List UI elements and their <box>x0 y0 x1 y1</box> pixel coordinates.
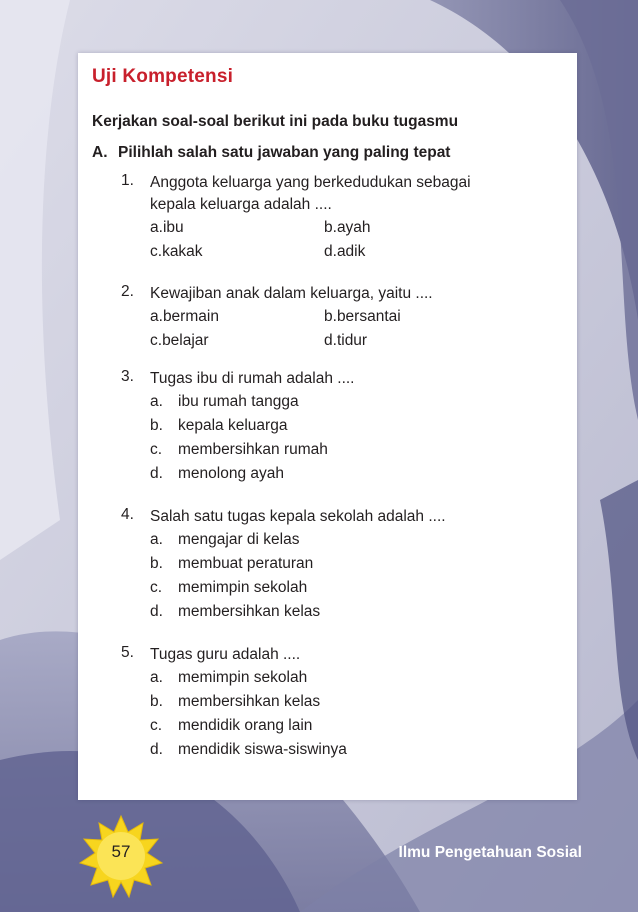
question-number: 4. <box>121 506 134 523</box>
options-grid <box>150 216 561 264</box>
section-text: Pilihlah salah satu jawaban yang paling tepat <box>118 144 451 161</box>
option-c: c. memimpin sekolah <box>150 579 308 596</box>
option-d: d.adik <box>324 243 366 260</box>
option-b: b. membuat peraturan <box>150 555 314 572</box>
question-number: 2. <box>121 283 134 300</box>
options-list <box>150 390 561 486</box>
instruction-text: Kerjakan soal-soal berikut ini pada buku tugasmu <box>92 113 459 130</box>
options-grid <box>150 305 561 353</box>
option-a: a. memimpin sekolah <box>150 669 308 686</box>
question-number: 3. <box>121 368 134 385</box>
option-b: b.bersantai <box>324 308 401 325</box>
question-stem <box>150 506 561 528</box>
question-3 <box>121 368 561 486</box>
option-b: b. membersihkan kelas <box>150 693 321 710</box>
question-stem <box>150 283 561 305</box>
section-heading <box>92 144 450 162</box>
stem-line: Kewajiban anak dalam keluarga, yaitu .... <box>150 285 433 302</box>
stem-line: Salah satu tugas kepala sekolah adalah .... <box>150 508 446 525</box>
option-c: c.belajar <box>150 332 209 349</box>
question-number: 1. <box>121 172 134 189</box>
option-a: a. mengajar di kelas <box>150 531 300 548</box>
option-c: c. mendidik orang lain <box>150 717 313 734</box>
option-a: a. ibu rumah tangga <box>150 393 299 410</box>
option-b: b.ayah <box>324 219 371 236</box>
option-d: d. membersihkan kelas <box>150 603 321 620</box>
option-d: d. menolong ayah <box>150 465 284 482</box>
stem-line: Tugas guru adalah .... <box>150 646 301 663</box>
stem-line: kepala keluarga adalah .... <box>150 196 332 213</box>
page-title: Uji Kompetensi <box>92 66 234 87</box>
stem-line: Anggota keluarga yang berkedudukan sebagai <box>150 174 471 191</box>
option-d: d.tidur <box>324 332 368 349</box>
option-a: a.bermain <box>150 308 219 325</box>
section-letter: A. <box>92 144 108 161</box>
book-title: Ilmu Pengetahuan Sosial <box>398 844 582 861</box>
options-list <box>150 528 561 624</box>
option-a: a.ibu <box>150 219 184 236</box>
question-5 <box>121 644 561 762</box>
question-number: 5. <box>121 644 134 661</box>
stem-line: Tugas ibu di rumah adalah .... <box>150 370 355 387</box>
option-b: b. kepala keluarga <box>150 417 288 434</box>
option-c: c. membersihkan rumah <box>150 441 328 458</box>
option-d: d. mendidik siswa-siswinya <box>150 741 347 758</box>
question-2 <box>121 283 561 353</box>
question-1 <box>121 172 561 264</box>
question-stem <box>150 368 561 390</box>
options-list <box>150 666 561 762</box>
option-c: c.kakak <box>150 243 203 260</box>
question-4 <box>121 506 561 624</box>
page-number: 57 <box>111 842 131 861</box>
question-stem <box>150 644 561 666</box>
question-stem <box>150 172 561 216</box>
